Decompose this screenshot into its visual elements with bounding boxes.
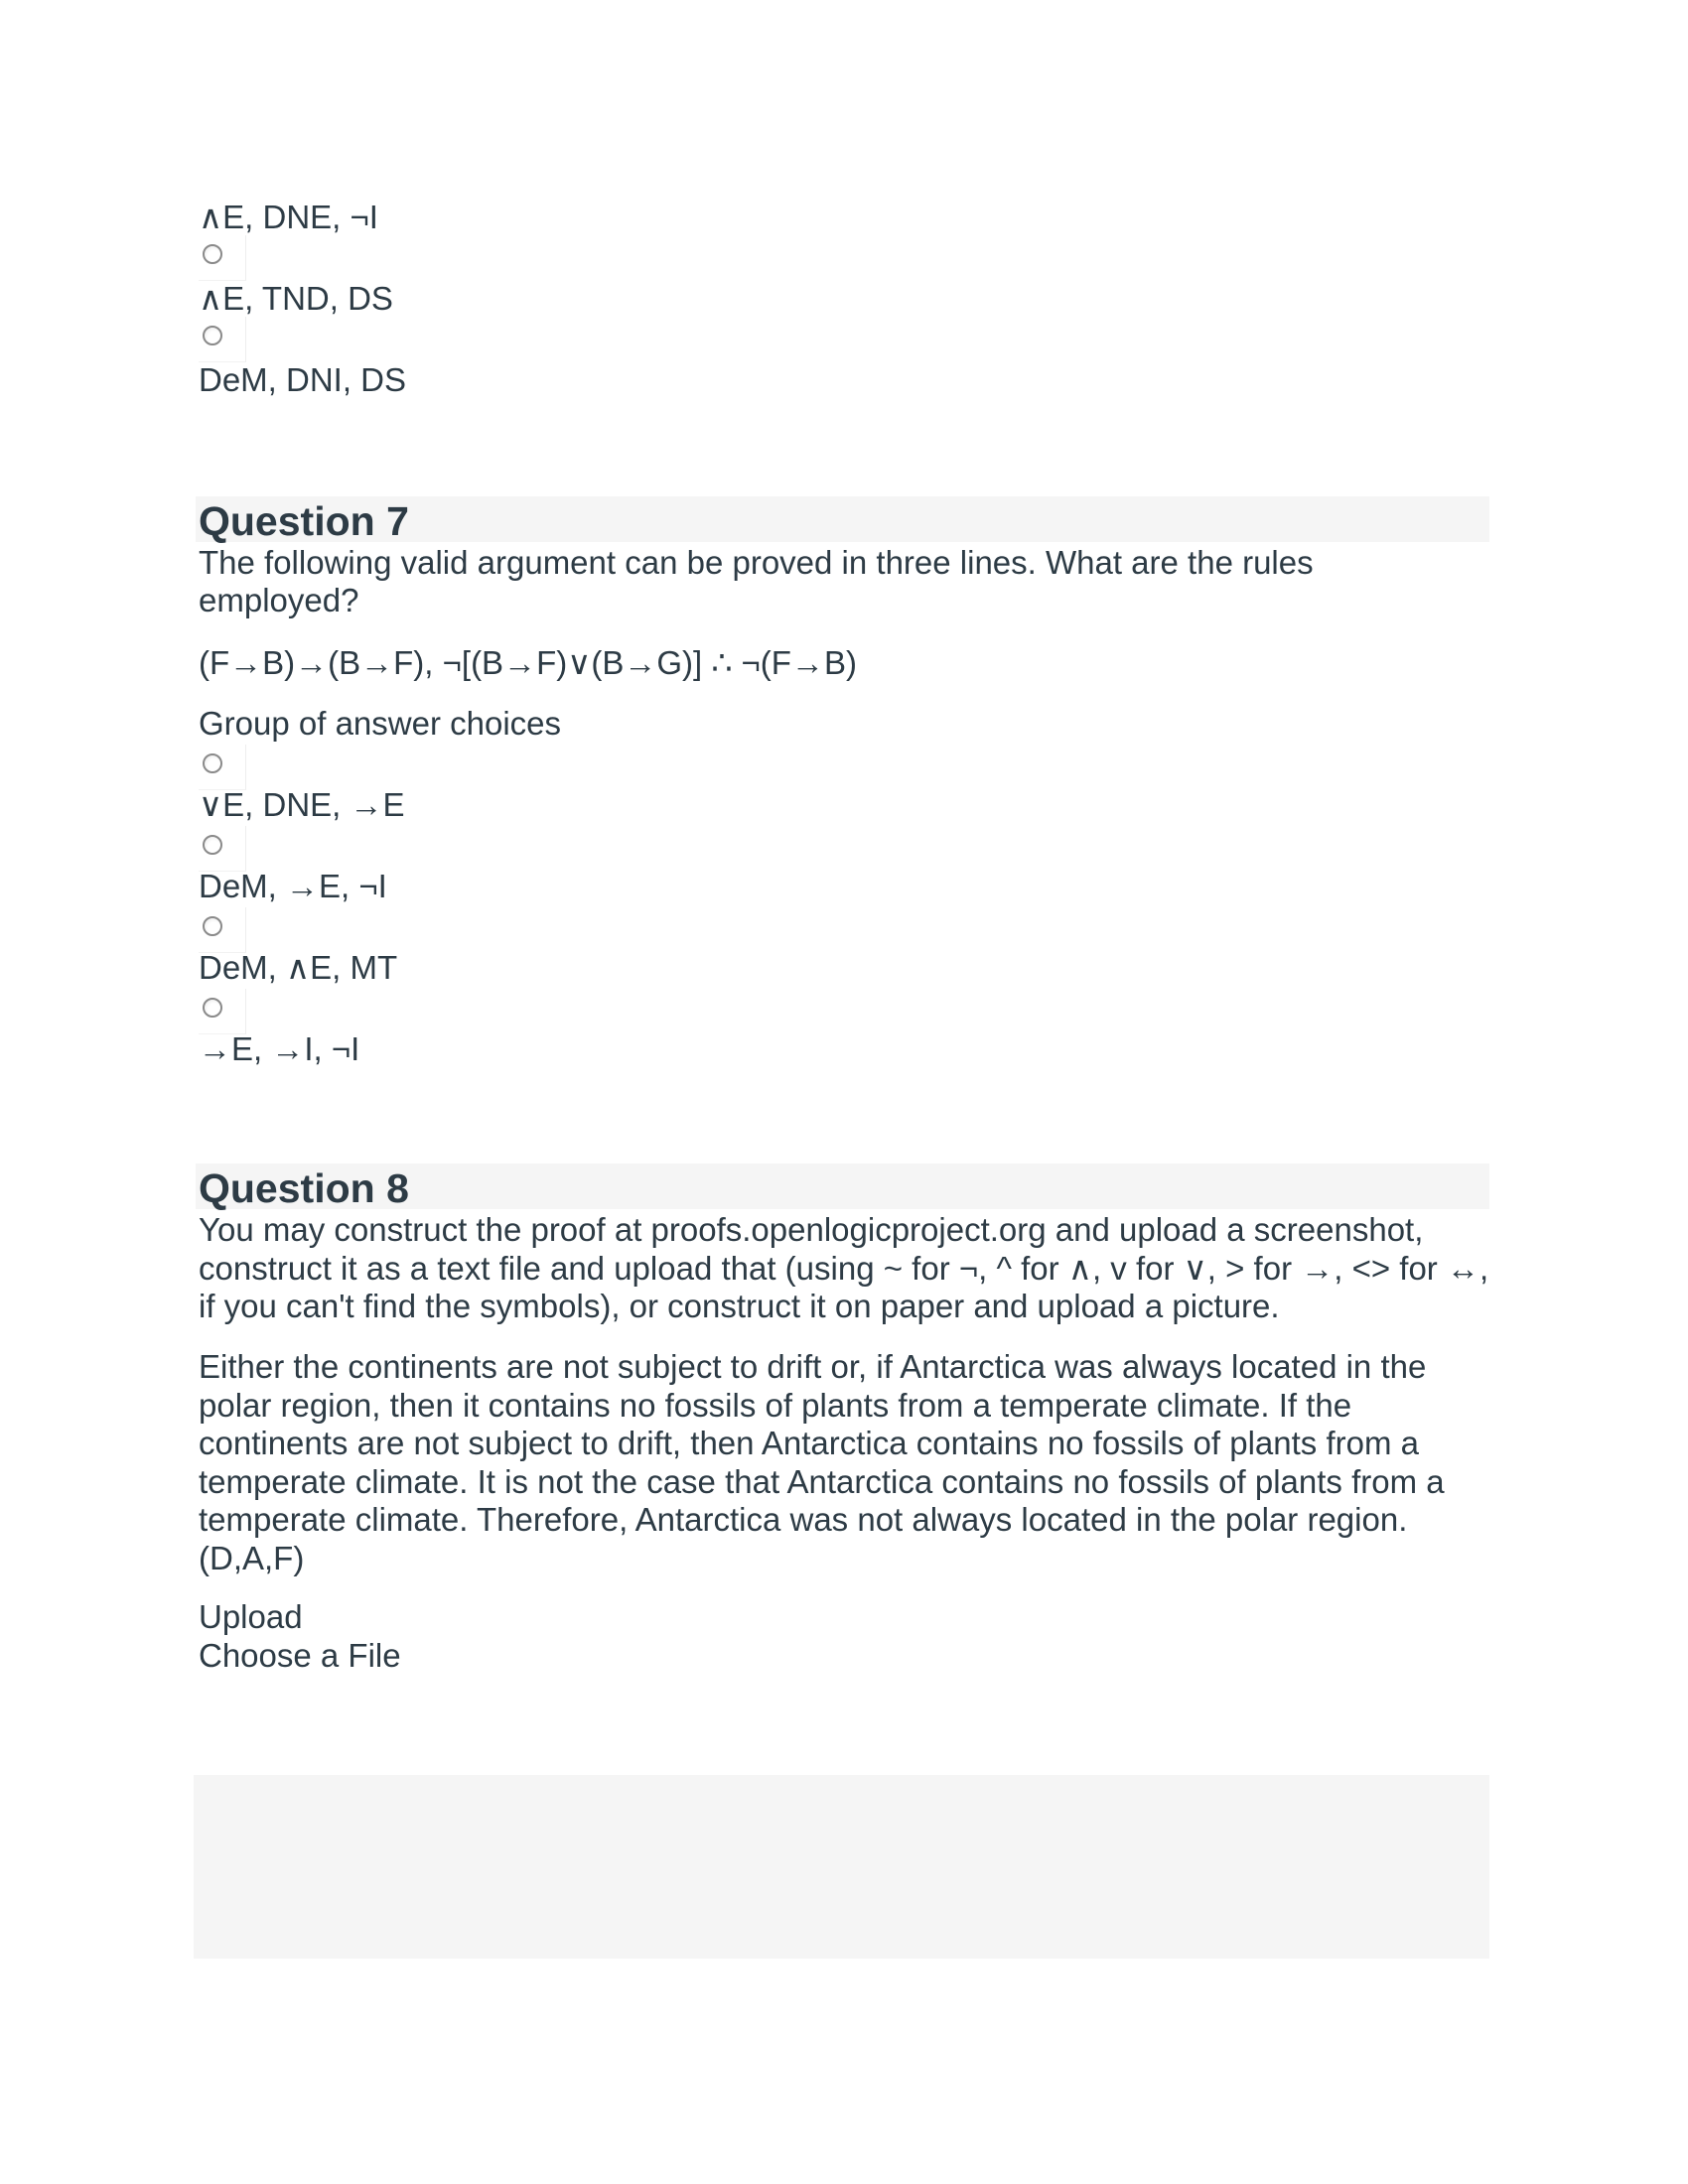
- question-7-header: [196, 496, 1489, 542]
- radio-button-icon: [203, 998, 222, 1018]
- option-label: DeM, →E, ¬I: [199, 868, 387, 904]
- option-label: DeM, ∧E, MT: [199, 949, 398, 986]
- upload-label: Upload: [199, 1598, 303, 1635]
- choose-file-button[interactable]: Choose a File: [199, 1637, 401, 1674]
- radio-button-icon: [203, 916, 222, 936]
- question-8-header: [196, 1163, 1489, 1209]
- radio-button-icon: [203, 244, 222, 264]
- radio-button-icon: [203, 326, 222, 345]
- option-radio[interactable]: [199, 317, 246, 362]
- option-label: →E, →I, ¬I: [199, 1030, 360, 1067]
- question-prompt: employed?: [199, 582, 359, 618]
- argument-formula: (F→B)→(B→F), ¬[(B→F)∨(B→G)] ∴ ¬(F→B): [199, 644, 857, 681]
- option-radio[interactable]: [199, 907, 246, 953]
- option-label: ∧E, TND, DS: [199, 280, 393, 317]
- question-instructions: You may construct the proof at proofs.openlogicproject.org and upload a screenshot, construct it as a text file and upload that (using ~ for ¬, ^ for ∧, v for ∨, > for →, <> for ↔, if you can't find the symbols), or construct it on paper and upload a picture.: [199, 1211, 1489, 1324]
- footer-panel: [194, 1775, 1489, 1959]
- option-label: ∨E, DNE, →E: [199, 786, 405, 823]
- option-radio[interactable]: [199, 235, 246, 281]
- question-argument: Either the continents are not subject to drift or, if Antarctica was always located in the polar region, then it contains no fossils of plants from a temperate climate. If the continents are not subject to drift, then Antarctica contains no fossils of plants from a temperate climate. It is not the case that Antarctica contains no fossils of plants from a temperate climate. Therefore, Antarctica was not always located in the polar region. (D,A,F): [199, 1348, 1445, 1576]
- question-title: Question 8: [199, 1165, 409, 1211]
- radio-button-icon: [203, 835, 222, 855]
- question-prompt: The following valid argument can be proved in three lines. What are the rules: [199, 544, 1314, 581]
- option-radio[interactable]: [199, 826, 246, 872]
- option-radio[interactable]: [199, 989, 246, 1034]
- option-label: DeM, DNI, DS: [199, 361, 407, 398]
- answer-group-label: Group of answer choices: [199, 705, 562, 742]
- option-label: ∧E, DNE, ¬I: [199, 199, 378, 235]
- option-radio[interactable]: [199, 745, 246, 790]
- radio-button-icon: [203, 753, 222, 773]
- question-title: Question 7: [199, 498, 409, 544]
